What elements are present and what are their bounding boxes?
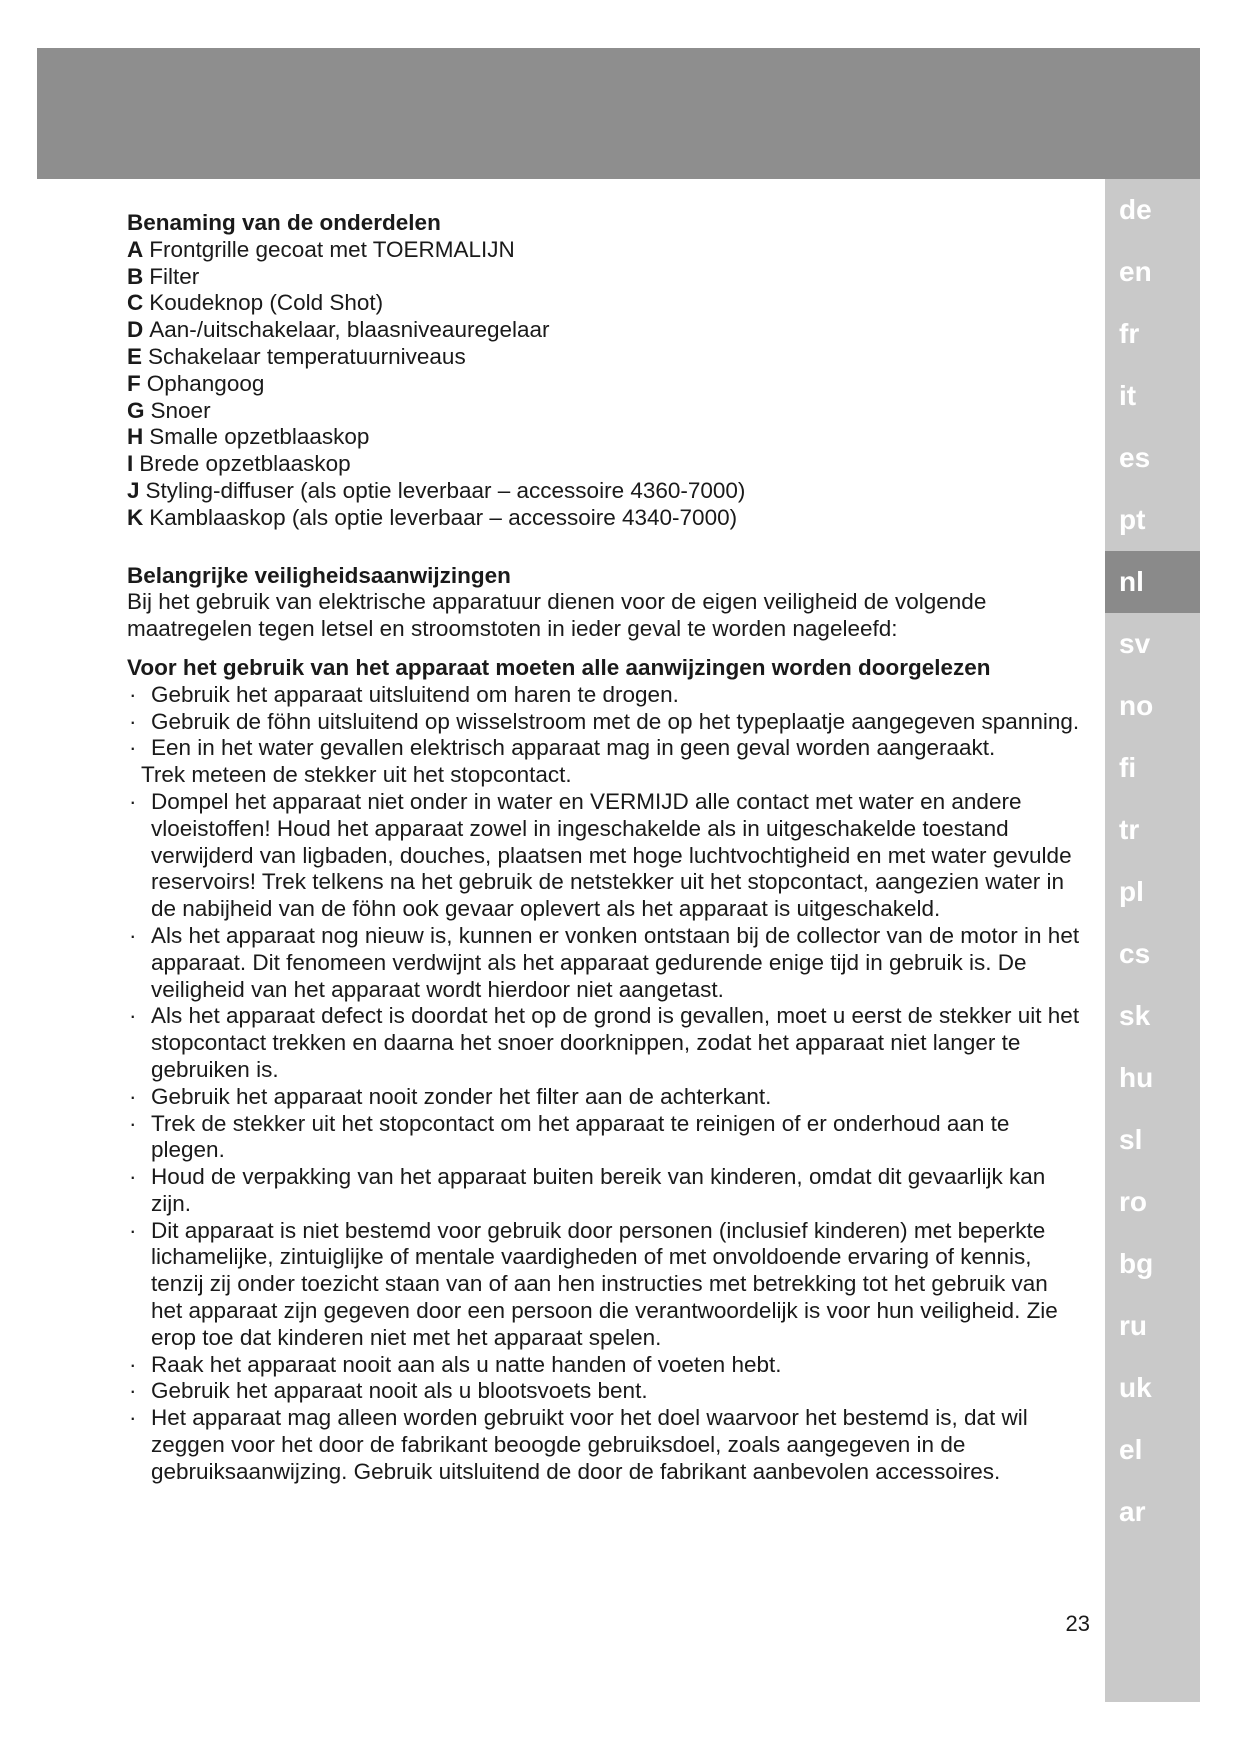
list-item: A Frontgrille gecoat met TOERMALIJN	[127, 236, 515, 262]
list-item: · Dompel het apparaat niet onder in water en VERMIJD alle contact met water en andere vloeistoffen! Houd het apparaat zowel in ingeschakelde als in uitgeschakelde toestand verwijderd van ligbaden, douches, plaatsen met hoge luchtvochtigheid en met water gevulde reservoirs! Trek telkens na het gebruik de netstekker uit het stopcontact, aangezien water in de nabijheid van de föhn ook gevaar oplevert als het apparaat is uitgeschakeld.	[129, 788, 1072, 922]
header-band	[37, 48, 1200, 179]
list-item: G Snoer	[127, 397, 211, 423]
safety-intro: Bij het gebruik van elektrische apparatuur dienen voor de eigen veiligheid de volgende maatregelen tegen letsel en stroomstoten in ieder geval te worden nageleefd:	[127, 589, 987, 642]
list-item: J Styling-diffuser (als optie leverbaar – accessoire 4360-7000)	[127, 477, 746, 503]
parts-list	[127, 237, 1082, 532]
list-item: · Als het apparaat defect is doordat het op de grond is gevallen, moet u eerst de stekker uit het stopcontact trekken en daarna het snoer doorknippen, zodat het apparaat niet langer te gebruiken is.	[129, 1003, 1080, 1082]
list-item: K Kamblaaskop (als optie leverbaar – accessoire 4340-7000)	[127, 504, 738, 530]
list-item-continuation: Trek meteen de stekker uit het stopcontact.	[141, 762, 572, 788]
list-item: · Houd de verpakking van het apparaat buiten bereik van kinderen, omdat dit gevaarlijk kan zijn.	[129, 1164, 1046, 1216]
safety-heading: Belangrijke veiligheidsaanwijzingen	[127, 562, 511, 588]
list-item: I Brede opzetblaaskop	[127, 451, 351, 477]
language-tab-de[interactable]: de	[1119, 194, 1152, 225]
language-tab-el[interactable]: el	[1119, 1434, 1143, 1465]
parts-heading: Benaming van de onderdelen	[127, 210, 441, 235]
list-item: · Gebruik het apparaat nooit als u blootsvoets bent.	[129, 1378, 648, 1404]
list-item: · Een in het water gevallen elektrisch apparaat mag in geen geval worden aangeraakt.	[129, 735, 996, 761]
page-number: 23	[1065, 1611, 1090, 1636]
language-tab-nl[interactable]: nl	[1105, 551, 1200, 613]
language-tab-pl[interactable]: pl	[1119, 876, 1144, 907]
list-item: E Schakelaar temperatuurniveaus	[127, 343, 466, 369]
language-tab-hu[interactable]: hu	[1119, 1062, 1154, 1093]
list-item: B Filter	[127, 263, 200, 289]
language-tab-sk[interactable]: sk	[1119, 1000, 1151, 1031]
page-content	[127, 210, 1082, 1486]
list-item: · Gebruik het apparaat nooit zonder het filter aan de achterkant.	[129, 1083, 772, 1109]
language-tab-en[interactable]: en	[1119, 256, 1152, 287]
list-item: · Als het apparaat nog nieuw is, kunnen er vonken ontstaan bij de collector van de motor in het apparaat. Dit fenomeen verdwijnt als het apparaat gedurende enige tijd in gebruik is. De veiligheid van het apparaat wordt hierdoor niet aangetast.	[129, 922, 1080, 1002]
language-tab-fr[interactable]: fr	[1119, 318, 1140, 349]
language-tab-es[interactable]: es	[1119, 442, 1151, 473]
list-item: · Gebruik het apparaat uitsluitend om haren te drogen.	[129, 681, 679, 707]
language-tab-sl[interactable]: sl	[1119, 1124, 1143, 1155]
list-item: · Dit apparaat is niet bestemd voor gebruik door personen (inclusief kinderen) met beperkte lichamelijke, zintuiglijke of mentale vaardigheden of met onvoldoende ervaring of kennis, tenzij zij onder toezicht staan van of aan hen instructies met betrekking tot het gebruik van het apparaat zijn gegeven door een persoon die verantwoordelijk is voor hun veiligheid. Zie erop toe dat kinderen niet met het apparaat spelen.	[129, 1217, 1058, 1350]
language-tab-no[interactable]: no	[1119, 690, 1154, 721]
safety-subheading: Voor het gebruik van het apparaat moeten alle aanwijzingen worden doorgelezen	[127, 654, 991, 680]
language-tab-bg[interactable]: bg	[1119, 1248, 1154, 1279]
list-item: · Het apparaat mag alleen worden gebruikt voor het doel waarvoor het bestemd is, dat wil zeggen voor het door de fabrikant beoogde gebruiksdoel, zoals aangegeven in de gebruiksaanwijzing. Gebruik uitsluitend de door de fabrikant aanbevolen accessoires.	[129, 1405, 1028, 1484]
language-tab-tr[interactable]: tr	[1119, 814, 1140, 845]
list-item: · Raak het apparaat nooit aan als u natte handen of voeten hebt.	[129, 1351, 782, 1377]
language-tab-ar[interactable]: ar	[1119, 1496, 1146, 1527]
language-tab-ro[interactable]: ro	[1119, 1186, 1147, 1217]
language-tab-cs[interactable]: cs	[1119, 938, 1151, 969]
language-tab-pt[interactable]: pt	[1119, 504, 1146, 535]
list-item: · Trek de stekker uit het stopcontact om het apparaat te reinigen of er onderhoud aan te plegen.	[129, 1110, 1010, 1163]
language-tab-ru[interactable]: ru	[1119, 1310, 1147, 1341]
safety-list	[127, 682, 1082, 1486]
language-tab-sv[interactable]: sv	[1119, 628, 1151, 659]
list-item: F Ophangoog	[127, 370, 265, 396]
list-item: · Gebruik de föhn uitsluitend op wisselstroom met de op het typeplaatje aangegeven spanning.	[129, 708, 1080, 734]
list-item: C Koudeknop (Cold Shot)	[127, 290, 384, 316]
language-tab-it[interactable]: it	[1119, 380, 1137, 411]
language-tab-uk[interactable]: uk	[1119, 1372, 1152, 1403]
list-item: H Smalle opzetblaaskop	[127, 424, 370, 450]
language-tab-fi[interactable]: fi	[1119, 752, 1137, 783]
list-item: D Aan-/uitschakelaar, blaasniveauregelaar	[127, 317, 550, 343]
language-tabs	[1105, 179, 1200, 1702]
